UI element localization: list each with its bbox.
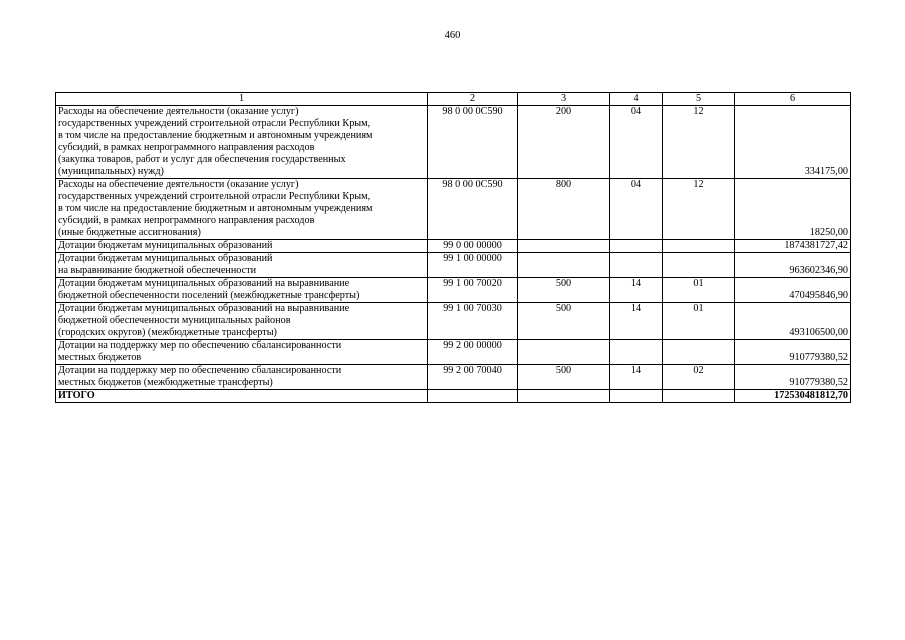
row-name-cell: Дотации бюджетам муниципальных образований на выравнивание бюджетной обеспеченности поселений (межбюджетные трансферты) <box>56 278 428 303</box>
row-code-cell: 99 1 00 70020 <box>428 278 518 303</box>
row-subsection-cell: 12 <box>663 106 735 179</box>
row-section-cell: 04 <box>610 179 663 240</box>
row-section-cell: 04 <box>610 106 663 179</box>
row-sum-cell: 493106500,00 <box>735 303 851 340</box>
row-sum-cell: 470495846,90 <box>735 278 851 303</box>
total-label: ИТОГО <box>56 390 428 403</box>
row-name-cell: Дотации бюджетам муниципальных образований на выравнивание бюджетной обеспеченности <box>56 253 428 278</box>
row-section-cell: 14 <box>610 278 663 303</box>
header-cell: 2 <box>428 93 518 106</box>
table-row <box>56 340 851 365</box>
header-row <box>56 93 851 106</box>
row-name-cell: Дотации бюджетам муниципальных образований на выравнивание бюджетной обеспеченности муниципальных районов (городских округов) (межбюджетные трансферты) <box>56 303 428 340</box>
row-type-cell: 800 <box>518 179 610 240</box>
row-section-cell: 14 <box>610 365 663 390</box>
row-subsection-cell: 12 <box>663 179 735 240</box>
table-row <box>56 179 851 240</box>
header-cell: 3 <box>518 93 610 106</box>
total-row <box>56 390 851 403</box>
table-row <box>56 253 851 278</box>
row-sum-cell: 334175,00 <box>735 106 851 179</box>
row-subsection-cell: 01 <box>663 278 735 303</box>
row-name-cell: Расходы на обеспечение деятельности (оказание услуг) государственных учреждений строительной отрасли Республики Крым, в том числе на предоставление бюджетным и автономным учреждениям субсидий, в рамках непрограммного направления расходов (иные бюджетные ассигнования) <box>56 179 428 240</box>
row-subsection-cell: 02 <box>663 365 735 390</box>
row-type-cell: 500 <box>518 365 610 390</box>
row-section-cell <box>610 340 663 365</box>
row-section-cell <box>610 240 663 253</box>
row-sum-cell: 963602346,90 <box>735 253 851 278</box>
row-code-cell: 99 2 00 70040 <box>428 365 518 390</box>
table-row <box>56 303 851 340</box>
row-sum-cell: 910779380,52 <box>735 340 851 365</box>
total-empty-cell <box>518 390 610 403</box>
row-subsection-cell: 01 <box>663 303 735 340</box>
row-type-cell <box>518 340 610 365</box>
row-subsection-cell <box>663 340 735 365</box>
table-row <box>56 240 851 253</box>
row-name-cell: Дотации на поддержку мер по обеспечению сбалансированности местных бюджетов (межбюджетные трансферты) <box>56 365 428 390</box>
row-name-cell: Дотации бюджетам муниципальных образований <box>56 240 428 253</box>
row-subsection-cell <box>663 253 735 278</box>
total-sum: 172530481812,70 <box>735 390 851 403</box>
total-empty-cell <box>428 390 518 403</box>
row-sum-cell: 18250,00 <box>735 179 851 240</box>
row-subsection-cell <box>663 240 735 253</box>
header-cell: 5 <box>663 93 735 106</box>
total-empty-cell <box>663 390 735 403</box>
row-type-cell: 500 <box>518 303 610 340</box>
row-code-cell: 99 2 00 00000 <box>428 340 518 365</box>
total-empty-cell <box>610 390 663 403</box>
row-section-cell <box>610 253 663 278</box>
row-code-cell: 99 1 00 70030 <box>428 303 518 340</box>
budget-table <box>55 92 851 403</box>
row-sum-cell: 910779380,52 <box>735 365 851 390</box>
row-type-cell: 500 <box>518 278 610 303</box>
row-type-cell <box>518 240 610 253</box>
row-name-cell: Расходы на обеспечение деятельности (оказание услуг) государственных учреждений строительной отрасли Республики Крым, в том числе на предоставление бюджетным и автономным учреждениям субсидий, в рамках непрограммного направления расходов (закупка товаров, работ и услуг для обеспечения государственных (муниципальных) нужд) <box>56 106 428 179</box>
header-cell: 6 <box>735 93 851 106</box>
row-sum-cell: 1874381727,42 <box>735 240 851 253</box>
table-row <box>56 365 851 390</box>
table-row <box>56 278 851 303</box>
row-code-cell: 99 0 00 00000 <box>428 240 518 253</box>
row-code-cell: 99 1 00 00000 <box>428 253 518 278</box>
header-cell: 1 <box>56 93 428 106</box>
row-type-cell: 200 <box>518 106 610 179</box>
header-cell: 4 <box>610 93 663 106</box>
row-section-cell: 14 <box>610 303 663 340</box>
row-name-cell: Дотации на поддержку мер по обеспечению сбалансированности местных бюджетов <box>56 340 428 365</box>
row-code-cell: 98 0 00 0С590 <box>428 179 518 240</box>
page-number: 460 <box>444 30 461 41</box>
row-type-cell <box>518 253 610 278</box>
row-code-cell: 98 0 00 0С590 <box>428 106 518 179</box>
table-row <box>56 106 851 179</box>
